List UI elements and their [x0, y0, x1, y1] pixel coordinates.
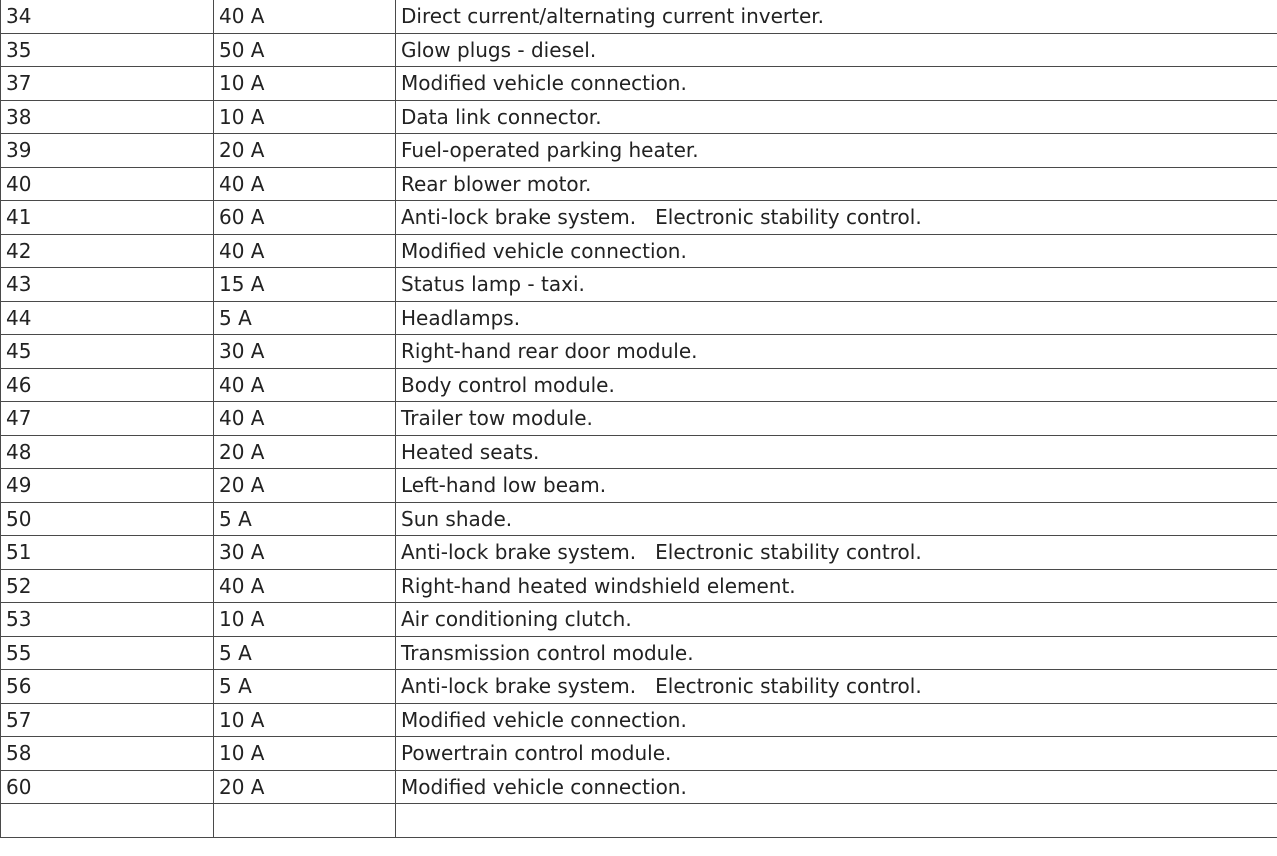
protected-component-cell: Modified vehicle connection.: [396, 703, 1277, 737]
amperage-cell: [214, 804, 396, 838]
fuse-number-cell: 60: [1, 770, 214, 804]
protected-component-cell: Transmission control module.: [396, 636, 1277, 670]
table-row: [1, 804, 1277, 838]
protected-component-cell: Status lamp - taxi.: [396, 268, 1277, 302]
amperage-cell: 10 A: [214, 703, 396, 737]
protected-component-cell: Sun shade.: [396, 502, 1277, 536]
table-row: [1, 603, 1277, 637]
fuse-number-cell: [1, 804, 214, 838]
amperage-cell: 60 A: [214, 201, 396, 235]
fuse-table-body: [1, 0, 1277, 837]
fuse-number-cell: 47: [1, 402, 214, 436]
protected-component-cell: Trailer tow module.: [396, 402, 1277, 436]
fuse-number-cell: 50: [1, 502, 214, 536]
fuse-number-cell: 40: [1, 167, 214, 201]
protected-component-cell: Modified vehicle connection.: [396, 67, 1277, 101]
protected-component-cell: Direct current/alternating current inverter.: [396, 0, 1277, 33]
fuse-number-cell: 42: [1, 234, 214, 268]
fuse-number-cell: 46: [1, 368, 214, 402]
protected-component-cell: Anti-lock brake system. Electronic stability control.: [396, 670, 1277, 704]
fuse-number-cell: 48: [1, 435, 214, 469]
amperage-cell: 10 A: [214, 67, 396, 101]
protected-component-cell: Right-hand heated windshield element.: [396, 569, 1277, 603]
fuse-number-cell: 49: [1, 469, 214, 503]
table-row: [1, 67, 1277, 101]
amperage-cell: 50 A: [214, 33, 396, 67]
amperage-cell: 20 A: [214, 134, 396, 168]
table-row: [1, 670, 1277, 704]
table-row: [1, 134, 1277, 168]
protected-component-cell: Data link connector.: [396, 100, 1277, 134]
amperage-cell: 40 A: [214, 569, 396, 603]
table-row: [1, 502, 1277, 536]
amperage-cell: 40 A: [214, 0, 396, 33]
amperage-cell: 30 A: [214, 335, 396, 369]
amperage-cell: 20 A: [214, 435, 396, 469]
amperage-cell: 20 A: [214, 770, 396, 804]
amperage-cell: 40 A: [214, 167, 396, 201]
amperage-cell: 40 A: [214, 368, 396, 402]
table-row: [1, 234, 1277, 268]
fuse-number-cell: 57: [1, 703, 214, 737]
table-row: [1, 402, 1277, 436]
protected-component-cell: Modified vehicle connection.: [396, 770, 1277, 804]
amperage-cell: 10 A: [214, 100, 396, 134]
table-row: [1, 268, 1277, 302]
fuse-number-cell: 44: [1, 301, 214, 335]
protected-component-cell: Glow plugs - diesel.: [396, 33, 1277, 67]
protected-component-cell: Anti-lock brake system. Electronic stability control.: [396, 536, 1277, 570]
fuse-number-cell: 34: [1, 0, 214, 33]
amperage-cell: 40 A: [214, 234, 396, 268]
amperage-cell: 5 A: [214, 670, 396, 704]
fuse-number-cell: 43: [1, 268, 214, 302]
protected-component-cell: Anti-lock brake system. Electronic stability control.: [396, 201, 1277, 235]
amperage-cell: 40 A: [214, 402, 396, 436]
fuse-number-cell: 58: [1, 737, 214, 771]
table-row: [1, 536, 1277, 570]
protected-component-cell: [396, 804, 1277, 838]
fuse-number-cell: 53: [1, 603, 214, 637]
fuse-number-cell: 55: [1, 636, 214, 670]
table-row: [1, 435, 1277, 469]
table-row: [1, 301, 1277, 335]
table-row: [1, 335, 1277, 369]
table-row: [1, 167, 1277, 201]
fuse-number-cell: 56: [1, 670, 214, 704]
amperage-cell: 10 A: [214, 737, 396, 771]
table-row: [1, 100, 1277, 134]
fuse-number-cell: 37: [1, 67, 214, 101]
protected-component-cell: Right-hand rear door module.: [396, 335, 1277, 369]
protected-component-cell: Fuel-operated parking heater.: [396, 134, 1277, 168]
table-row: [1, 33, 1277, 67]
protected-component-cell: Modified vehicle connection.: [396, 234, 1277, 268]
protected-component-cell: Heated seats.: [396, 435, 1277, 469]
amperage-cell: 20 A: [214, 469, 396, 503]
amperage-cell: 15 A: [214, 268, 396, 302]
amperage-cell: 5 A: [214, 636, 396, 670]
amperage-cell: 5 A: [214, 502, 396, 536]
amperage-cell: 10 A: [214, 603, 396, 637]
fuse-number-cell: 38: [1, 100, 214, 134]
table-row: [1, 770, 1277, 804]
protected-component-cell: Left-hand low beam.: [396, 469, 1277, 503]
protected-component-cell: Air conditioning clutch.: [396, 603, 1277, 637]
protected-component-cell: Powertrain control module.: [396, 737, 1277, 771]
fuse-number-cell: 41: [1, 201, 214, 235]
table-row: [1, 737, 1277, 771]
protected-component-cell: Rear blower motor.: [396, 167, 1277, 201]
table-row: [1, 703, 1277, 737]
protected-component-cell: Headlamps.: [396, 301, 1277, 335]
fuse-number-cell: 51: [1, 536, 214, 570]
fuse-number-cell: 39: [1, 134, 214, 168]
table-row: [1, 368, 1277, 402]
amperage-cell: 30 A: [214, 536, 396, 570]
table-row: [1, 201, 1277, 235]
table-row: [1, 636, 1277, 670]
protected-component-cell: Body control module.: [396, 368, 1277, 402]
fuse-number-cell: 35: [1, 33, 214, 67]
amperage-cell: 5 A: [214, 301, 396, 335]
fuse-number-cell: 45: [1, 335, 214, 369]
table-row: [1, 569, 1277, 603]
table-row: [1, 469, 1277, 503]
table-row: [1, 0, 1277, 33]
fuse-number-cell: 52: [1, 569, 214, 603]
